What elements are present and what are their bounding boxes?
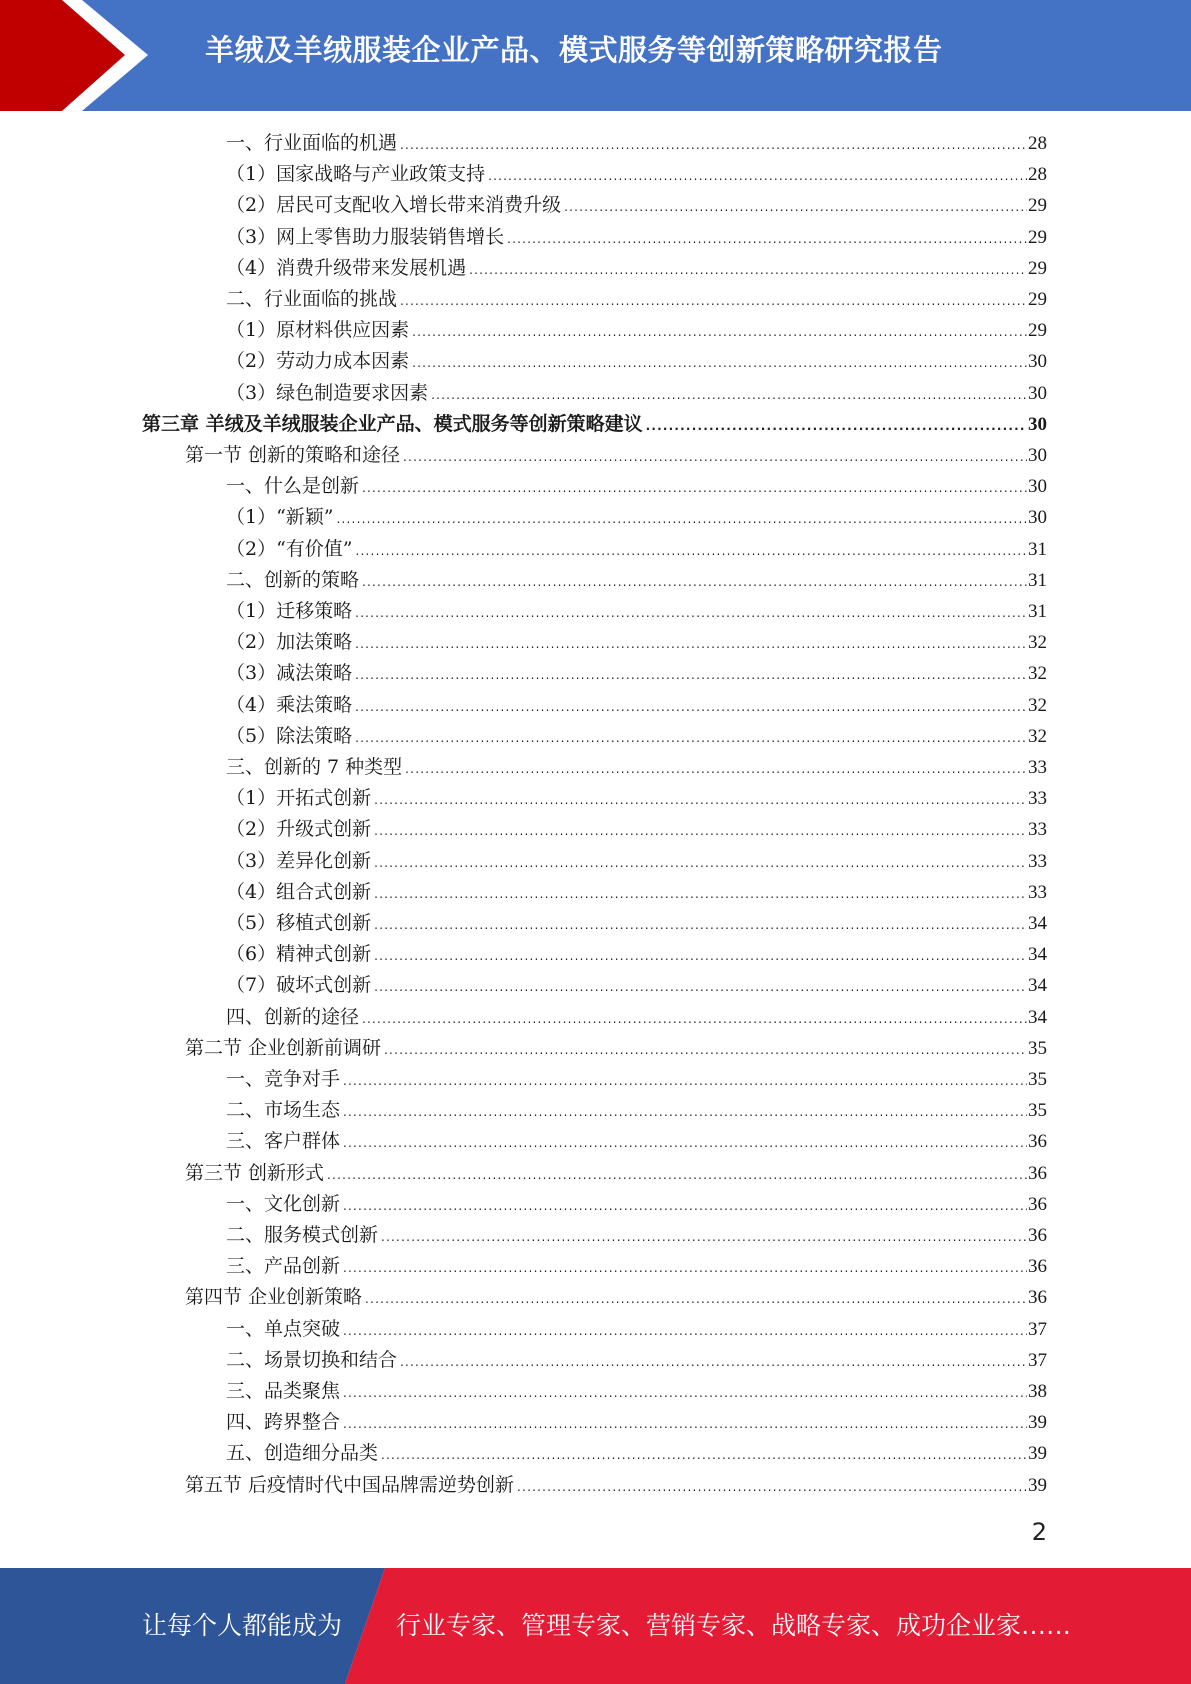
- toc-entry-title: （7）破坏式创新: [226, 974, 372, 997]
- toc-leader-dots: [400, 286, 1027, 317]
- toc-entry-title: 第三章 羊绒及羊绒服装企业产品、模式服务等创新策略建议: [142, 412, 643, 435]
- footer-slogan-right: 行业专家、管理专家、营销专家、战略专家、成功企业家……: [396, 1611, 1072, 1640]
- toc-leader-dots: [374, 972, 1027, 1003]
- toc-entry-title: 三、客户群体: [226, 1130, 341, 1153]
- toc-entry-title: 四、创新的途径: [226, 1005, 360, 1028]
- toc-entry-title: 第三节 创新形式: [185, 1161, 325, 1184]
- toc-entry[interactable]: [185, 1033, 1047, 1064]
- toc-entry[interactable]: [226, 159, 1047, 190]
- toc-entry[interactable]: [226, 970, 1047, 1001]
- toc-leader-dots: [355, 692, 1027, 723]
- toc-entry-title: 第一节 创新的策略和途径: [185, 444, 401, 466]
- toc-entry-title: （2）升级式创新: [226, 818, 372, 841]
- toc-entry[interactable]: [226, 502, 1047, 533]
- toc-leader-dots: [362, 473, 1027, 504]
- toc-entry-page: 28: [1028, 164, 1047, 186]
- toc-entry-title: （1）开拓式创新: [226, 787, 372, 810]
- toc-entry-page: 29: [1028, 257, 1047, 279]
- toc-entry-page: 34: [1028, 944, 1047, 966]
- toc-entry-page: 31: [1028, 601, 1047, 622]
- footer-band: [0, 1568, 1191, 1684]
- toc-entry[interactable]: [226, 1407, 1047, 1438]
- toc-entry-page: 33: [1028, 850, 1047, 872]
- toc-entry[interactable]: [226, 846, 1047, 877]
- toc-entry[interactable]: [185, 1470, 1047, 1501]
- toc-leader-dots: [355, 629, 1027, 660]
- toc-leader-dots: [343, 1097, 1027, 1128]
- header-arrow-decoration: [0, 0, 160, 111]
- toc-leader-dots: [362, 567, 1027, 598]
- toc-entry[interactable]: [226, 690, 1047, 721]
- toc-leader-dots: [327, 1160, 1027, 1191]
- toc-leader-dots: [412, 348, 1027, 379]
- toc-entry[interactable]: [226, 253, 1047, 284]
- toc-leader-dots: [507, 224, 1027, 255]
- toc-entry-title: （4）乘法策略: [226, 693, 353, 716]
- toc-entry[interactable]: [185, 440, 1047, 471]
- toc-entry-page: 29: [1028, 195, 1047, 217]
- toc-entry-title: （2）加法策略: [226, 631, 353, 654]
- toc-entry[interactable]: [226, 721, 1047, 752]
- toc-leader-dots: [355, 723, 1027, 754]
- toc-entry-title: （6）精神式创新: [226, 943, 372, 966]
- toc-entry[interactable]: [226, 1002, 1047, 1033]
- toc-entry-page: 39: [1028, 1474, 1047, 1496]
- toc-leader-dots: [343, 1253, 1027, 1284]
- toc-entry[interactable]: [226, 190, 1047, 221]
- toc-entry[interactable]: [226, 877, 1047, 908]
- toc-leader-dots: [381, 1440, 1027, 1471]
- toc-entry-title: 一、什么是创新: [226, 475, 360, 498]
- toc-entry-title: 二、场景切换和结合: [226, 1348, 398, 1371]
- toc-entry[interactable]: [226, 534, 1047, 565]
- toc-entry-title: 一、竞争对手: [226, 1068, 341, 1090]
- toc-entry-page: 36: [1028, 1225, 1047, 1246]
- toc-entry[interactable]: [185, 1158, 1047, 1189]
- toc-leader-dots: [488, 161, 1027, 192]
- toc-entry-title: （4）组合式创新: [226, 880, 372, 903]
- toc-entry[interactable]: [226, 315, 1047, 346]
- toc-entry[interactable]: [226, 658, 1047, 689]
- toc-entry-page: 39: [1028, 1412, 1047, 1434]
- toc-leader-dots: [403, 442, 1027, 473]
- red-arrow-shape: [0, 0, 125, 111]
- toc-leader-dots: [343, 1128, 1027, 1159]
- toc-entry-page: 39: [1028, 1443, 1047, 1465]
- toc-entry-title: （2）居民可支配收入增长带来消费升级: [226, 194, 562, 217]
- toc-leader-dots: [343, 1316, 1027, 1347]
- toc-leader-dots: [400, 130, 1027, 161]
- toc-entry[interactable]: [226, 284, 1047, 315]
- toc-entry-page: 35: [1028, 1100, 1047, 1122]
- header-band: [0, 0, 1191, 111]
- toc-entry-page: 35: [1028, 1037, 1047, 1059]
- toc-entry-title: （1）原材料供应因素: [226, 319, 410, 342]
- toc-leader-dots: [337, 504, 1027, 535]
- toc-entry-title: 二、服务模式创新: [226, 1224, 379, 1246]
- toc-leader-dots: [564, 192, 1027, 223]
- toc-entry-page: 34: [1028, 913, 1047, 934]
- toc-leader-dots: [374, 879, 1027, 910]
- toc-leader-dots: [431, 380, 1027, 411]
- toc-entry[interactable]: [226, 1251, 1047, 1282]
- toc-entry[interactable]: [226, 783, 1047, 814]
- toc-entry-page: 36: [1028, 1256, 1047, 1278]
- toc-entry-page: 29: [1028, 226, 1047, 248]
- toc-leader-dots: [374, 816, 1027, 847]
- toc-entry-title: 三、产品创新: [226, 1255, 341, 1278]
- toc-entry-page: 36: [1028, 1193, 1047, 1215]
- toc-entry-page: 32: [1028, 725, 1047, 747]
- toc-entry-page: 35: [1028, 1069, 1047, 1090]
- toc-entry-page: 30: [1028, 351, 1047, 373]
- toc-entry[interactable]: [226, 378, 1047, 409]
- toc-leader-dots: [469, 255, 1027, 286]
- toc-entry-title: 二、行业面临的挑战: [226, 288, 398, 310]
- page-number: 2: [1031, 1518, 1047, 1546]
- toc-entry-page: 36: [1028, 1162, 1047, 1184]
- toc-leader-dots: [374, 910, 1027, 941]
- toc-leader-dots: [646, 411, 1027, 442]
- toc-leader-dots: [362, 1004, 1027, 1035]
- toc-entry-page: 32: [1028, 632, 1047, 654]
- toc-entry[interactable]: [226, 346, 1047, 377]
- toc-entry-page: 29: [1028, 289, 1047, 310]
- toc-leader-dots: [343, 1409, 1027, 1440]
- toc-entry-page: 36: [1028, 1287, 1047, 1309]
- toc-leader-dots: [355, 598, 1027, 629]
- toc-entry[interactable]: [142, 409, 1047, 440]
- toc-entry-page: 31: [1028, 538, 1047, 560]
- toc-leader-dots: [356, 536, 1027, 567]
- toc-entry-page: 33: [1028, 788, 1047, 810]
- toc-entry-page: 30: [1028, 445, 1047, 466]
- toc-entry-page: 28: [1028, 133, 1047, 154]
- toc-entry[interactable]: [226, 814, 1047, 845]
- toc-entry-page: 34: [1028, 975, 1047, 997]
- toc-entry[interactable]: [226, 627, 1047, 658]
- toc-entry-page: 32: [1028, 663, 1047, 685]
- toc-entry[interactable]: [226, 471, 1047, 502]
- toc-entry-page: 33: [1028, 881, 1047, 903]
- toc-entry-title: （3）网上零售助力服装销售增长: [226, 225, 505, 248]
- toc-entry-title: （2）劳动力成本因素: [226, 350, 410, 373]
- toc-entry-title: 五、创造细分品类: [226, 1442, 379, 1465]
- toc-entry-title: （4）消费升级带来发展机遇: [226, 256, 467, 279]
- toc-leader-dots: [365, 1284, 1027, 1315]
- toc-entry-page: 30: [1028, 413, 1047, 435]
- toc-entry-page: 37: [1028, 1318, 1047, 1340]
- toc-entry[interactable]: [226, 1314, 1047, 1345]
- toc-entry[interactable]: [226, 1345, 1047, 1376]
- toc-entry-title: 第四节 企业创新策略: [185, 1286, 363, 1309]
- toc-entry[interactable]: [226, 1095, 1047, 1126]
- toc-entry[interactable]: [226, 128, 1047, 159]
- toc-entry-title: 四、跨界整合: [226, 1411, 341, 1434]
- toc-entry-title: （1）迁移策略: [226, 600, 353, 622]
- toc-leader-dots: [412, 317, 1027, 348]
- toc-entry-page: 29: [1028, 320, 1047, 342]
- toc-entry-title: 三、品类聚焦: [226, 1380, 341, 1402]
- toc-entry-title: （2）“有价值”: [226, 537, 353, 560]
- toc-leader-dots: [517, 1472, 1027, 1503]
- toc-entry-page: 38: [1028, 1381, 1047, 1402]
- toc-entry[interactable]: [226, 1189, 1047, 1220]
- toc-entry-title: （5）除法策略: [226, 724, 353, 747]
- toc-entry-title: 一、文化创新: [226, 1192, 341, 1215]
- toc-entry-page: 32: [1028, 694, 1047, 716]
- toc-entry-title: 第五节 后疫情时代中国品牌需逆势创新: [185, 1473, 515, 1496]
- toc-entry-title: （5）移植式创新: [226, 912, 372, 934]
- toc-entry-page: 30: [1028, 507, 1047, 529]
- toc-entry[interactable]: [226, 752, 1047, 783]
- toc-leader-dots: [381, 1222, 1027, 1253]
- toc-leader-dots: [343, 1066, 1027, 1097]
- toc-entry[interactable]: [226, 908, 1047, 939]
- toc-entry-title: 二、市场生态: [226, 1099, 341, 1122]
- toc-entry-title: 三、创新的 7 种类型: [226, 756, 403, 778]
- toc-entry[interactable]: [226, 1220, 1047, 1251]
- toc-entry-title: （3）差异化创新: [226, 849, 372, 872]
- toc-entry-page: 37: [1028, 1349, 1047, 1371]
- toc-entry[interactable]: [226, 1376, 1047, 1407]
- toc-entry-title: （3）减法策略: [226, 662, 353, 685]
- toc-leader-dots: [374, 785, 1027, 816]
- toc-entry-title: （1）“新颖”: [226, 506, 334, 529]
- toc-entry-page: 30: [1028, 382, 1047, 404]
- toc-leader-dots: [355, 660, 1027, 691]
- toc-entry-title: 一、行业面临的机遇: [226, 132, 398, 154]
- toc-leader-dots: [405, 754, 1027, 785]
- toc-entry-title: （1）国家战略与产业政策支持: [226, 163, 486, 186]
- toc-entry[interactable]: [185, 1282, 1047, 1313]
- toc-entry-title: 二、创新的策略: [226, 568, 360, 591]
- toc-entry[interactable]: [226, 1126, 1047, 1157]
- toc-entry-title: 第二节 企业创新前调研: [185, 1036, 382, 1059]
- toc-entry[interactable]: [226, 222, 1047, 253]
- document-title: 羊绒及羊绒服装企业产品、模式服务等创新策略研究报告: [205, 33, 943, 67]
- toc-entry-page: 33: [1028, 757, 1047, 778]
- toc-entry[interactable]: [226, 565, 1047, 596]
- toc-leader-dots: [384, 1035, 1027, 1066]
- toc-entry-page: 31: [1028, 569, 1047, 591]
- toc-entry-title: （3）绿色制造要求因素: [226, 381, 429, 404]
- toc-leader-dots: [374, 941, 1027, 972]
- toc-entry-page: 33: [1028, 819, 1047, 841]
- toc-leader-dots: [374, 848, 1027, 879]
- toc-entry[interactable]: [226, 939, 1047, 970]
- footer-slogan-left: 让每个人都能成为: [142, 1611, 343, 1640]
- toc-entry-page: 34: [1028, 1006, 1047, 1028]
- toc-entry[interactable]: [226, 1064, 1047, 1095]
- toc-leader-dots: [343, 1191, 1027, 1222]
- toc-leader-dots: [343, 1378, 1027, 1409]
- toc-leader-dots: [400, 1347, 1027, 1378]
- toc-entry-page: 30: [1028, 476, 1047, 498]
- toc-entry[interactable]: [226, 596, 1047, 627]
- toc-entry-title: 一、单点突破: [226, 1317, 341, 1340]
- toc-entry[interactable]: [226, 1438, 1047, 1469]
- toc-entry-page: 36: [1028, 1131, 1047, 1153]
